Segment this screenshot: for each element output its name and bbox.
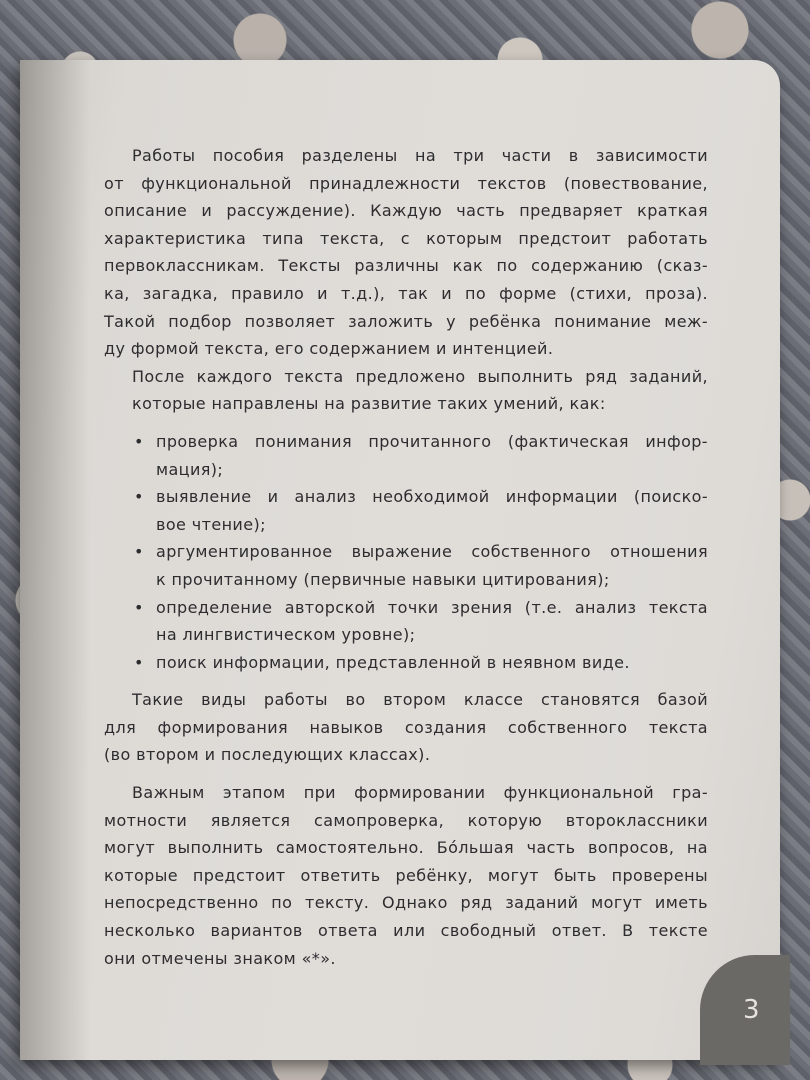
- text-line: После каждого текста предложено выполнить ряд заданий,: [132, 366, 708, 386]
- list-item-text: выявление и анализ необходимой информации (поиско-: [156, 487, 708, 507]
- text-line: описание и рассуждение). Каждую часть предваряет краткая: [104, 201, 708, 221]
- list-item: [104, 594, 708, 649]
- text-line: несколько вариантов ответа или свободный ответ. В тексте: [104, 921, 708, 941]
- list-item-text: определение авторской точки зрения (т.е. анализ текста: [156, 597, 708, 617]
- text-line: непосредственно по тексту. Однако ряд заданий могут иметь: [104, 893, 708, 913]
- bullet-icon: •: [134, 431, 144, 451]
- text-line: характеристика типа текста, с которым предстоит работать: [104, 228, 708, 248]
- text-line: мотности является самопроверка, которую второклассники: [104, 810, 708, 830]
- text-line: они отмечены знаком «*».: [104, 948, 336, 968]
- bullet-icon: •: [134, 597, 144, 617]
- text-line: (во втором и последующих классах).: [104, 745, 431, 765]
- list-item-text: аргументированное выражение собственного отношения: [156, 542, 708, 562]
- list-item-text: к прочитанному (первичные навыки цитирования);: [156, 569, 610, 589]
- text-line: Такие виды работы во втором классе становятся базой: [132, 690, 708, 710]
- text-line: для формирования навыков создания собственного текста: [104, 717, 708, 737]
- text-line: от функциональной принадлежности текстов (повествование,: [104, 173, 708, 193]
- text-line: Работы пособия разделены на три части в зависимости: [132, 146, 708, 165]
- text-line: первоклассникам. Тексты различны как по содержанию (сказ-: [104, 256, 708, 276]
- list-item-text: вое чтение);: [156, 514, 266, 534]
- spine-shadow: [20, 60, 90, 1060]
- paragraph-2: [104, 363, 708, 418]
- page-text: [104, 142, 708, 972]
- list-item: [104, 428, 708, 483]
- list-item: [104, 649, 708, 677]
- text-line: которые направлены на развитие таких умений, как:: [132, 394, 606, 414]
- bullet-icon: •: [134, 487, 144, 507]
- list-item-text: проверка понимания прочитанного (фактическая инфор-: [156, 431, 708, 451]
- text-line: которые предстоит ответить ребёнку, могут быть проверены: [104, 865, 708, 885]
- text-line: Такой подбор позволяет заложить у ребёнка понимание меж-: [104, 311, 708, 331]
- text-line: ду формой текста, его содержанием и интенцией.: [104, 339, 554, 359]
- list-item-text: поиск информации, представленной в неявном виде.: [156, 652, 630, 672]
- list-item: [104, 483, 708, 538]
- skills-list: [104, 428, 708, 676]
- paragraph-4: [104, 779, 708, 972]
- list-item-text: на лингвистическом уровне);: [156, 625, 416, 645]
- page-number: 3: [743, 995, 760, 1025]
- bullet-icon: •: [134, 542, 144, 562]
- list-item-text: мация);: [156, 459, 224, 479]
- paragraph-1: [104, 142, 708, 363]
- text-line: могут выполнить самостоятельно. Бо́льшая часть вопросов, на: [104, 838, 708, 858]
- text-line: Важным этапом при формировании функциональной гра-: [132, 783, 708, 803]
- list-item: [104, 538, 708, 593]
- paragraph-3: [104, 686, 708, 769]
- bullet-icon: •: [134, 652, 144, 672]
- text-line: ка, загадка, правило и т.д.), так и по форме (стихи, проза).: [104, 283, 708, 303]
